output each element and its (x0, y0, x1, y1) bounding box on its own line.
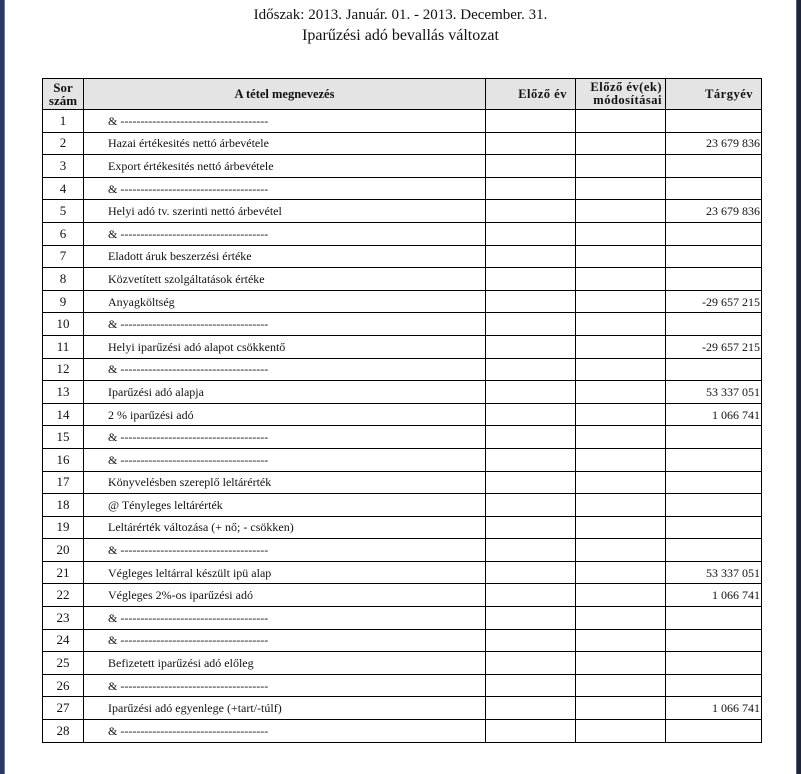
item-name-cell: 2 % iparűzési adó (84, 403, 486, 426)
previous-year-cell (486, 448, 576, 471)
current-year-cell: 23 679 836 (666, 132, 762, 155)
item-name-cell: & ------------------------------------- (84, 358, 486, 381)
current-year-cell (666, 268, 762, 291)
table-row (43, 539, 762, 562)
item-name-cell: @ Tényleges leltárérték (84, 494, 486, 517)
item-name-cell: & ------------------------------------- (84, 426, 486, 449)
item-name-cell: Export értékesités nettó árbevétele (84, 155, 486, 178)
table-row (43, 313, 762, 336)
previous-year-cell (486, 200, 576, 223)
previous-year-cell (486, 471, 576, 494)
item-name-cell: Helyi adó tv. szerinti nettó árbevétel (84, 200, 486, 223)
row-number-cell: 26 (43, 674, 84, 697)
table-row (43, 177, 762, 200)
table-row (43, 290, 762, 313)
previous-year-modifications-cell (576, 448, 666, 471)
table-row (43, 426, 762, 449)
row-number-cell: 12 (43, 358, 84, 381)
current-year-cell (666, 607, 762, 630)
report-header (0, 5, 801, 47)
row-number-cell: 23 (43, 607, 84, 630)
current-year-cell (666, 222, 762, 245)
previous-year-modifications-cell (576, 155, 666, 178)
table-row (43, 561, 762, 584)
item-name-cell: & ------------------------------------- (84, 222, 486, 245)
current-year-cell: 1 066 741 (666, 697, 762, 720)
current-year-cell: 53 337 051 (666, 561, 762, 584)
previous-year-modifications-cell (576, 607, 666, 630)
table-row (43, 674, 762, 697)
previous-year-cell (486, 313, 576, 336)
previous-year-modifications-cell (576, 697, 666, 720)
table-header-row (43, 79, 762, 110)
current-year-cell (666, 539, 762, 562)
column-header-row-number (43, 79, 84, 110)
current-year-cell (666, 245, 762, 268)
previous-year-cell (486, 132, 576, 155)
table-row (43, 652, 762, 675)
row-number-cell: 27 (43, 697, 84, 720)
row-number-cell: 10 (43, 313, 84, 336)
row-number-cell: 16 (43, 448, 84, 471)
table-row (43, 358, 762, 381)
item-name-cell: Végleges leltárral készült ipü alap (84, 561, 486, 584)
previous-year-cell (486, 652, 576, 675)
row-number-cell: 22 (43, 584, 84, 607)
table-row (43, 245, 762, 268)
previous-year-cell (486, 697, 576, 720)
column-header-item-name: A tétel megnevezés (84, 79, 486, 110)
table-row (43, 200, 762, 223)
current-year-cell (666, 155, 762, 178)
current-year-cell (666, 177, 762, 200)
item-name-cell: Végleges 2%-os iparűzési adó (84, 584, 486, 607)
table-row (43, 494, 762, 517)
current-year-cell (666, 629, 762, 652)
previous-year-cell (486, 607, 576, 630)
previous-year-cell (486, 358, 576, 381)
table-row (43, 110, 762, 133)
previous-year-cell (486, 268, 576, 291)
previous-year-cell (486, 245, 576, 268)
window-frame-right (796, 0, 801, 774)
row-number-cell: 5 (43, 200, 84, 223)
current-year-cell (666, 110, 762, 133)
previous-year-modifications-cell (576, 426, 666, 449)
table-row (43, 268, 762, 291)
item-name-cell: & ------------------------------------- (84, 674, 486, 697)
table-row (43, 222, 762, 245)
row-number-cell: 20 (43, 539, 84, 562)
row-number-cell: 25 (43, 652, 84, 675)
current-year-cell (666, 471, 762, 494)
tax-return-table (42, 78, 762, 743)
item-name-cell: Befizetett iparűzési adó előleg (84, 652, 486, 675)
previous-year-cell (486, 110, 576, 133)
row-number-cell: 9 (43, 290, 84, 313)
previous-year-cell (486, 403, 576, 426)
previous-year-cell (486, 584, 576, 607)
table-row (43, 697, 762, 720)
previous-year-cell (486, 561, 576, 584)
table-row (43, 629, 762, 652)
column-header-row-number-line1: Sor (53, 80, 73, 95)
item-name-cell: & ------------------------------------- (84, 177, 486, 200)
table-row (43, 403, 762, 426)
current-year-cell: 23 679 836 (666, 200, 762, 223)
current-year-cell (666, 516, 762, 539)
previous-year-cell (486, 290, 576, 313)
previous-year-modifications-cell (576, 381, 666, 404)
current-year-cell (666, 494, 762, 517)
item-name-cell: Iparűzési adó egyenlege (+tart/-túlf) (84, 697, 486, 720)
previous-year-cell (486, 381, 576, 404)
previous-year-modifications-cell (576, 494, 666, 517)
current-year-cell: -29 657 215 (666, 335, 762, 358)
previous-year-cell (486, 177, 576, 200)
row-number-cell: 21 (43, 561, 84, 584)
column-header-mod-line2: módosításai (593, 93, 662, 107)
previous-year-modifications-cell (576, 629, 666, 652)
row-number-cell: 4 (43, 177, 84, 200)
table-row (43, 381, 762, 404)
current-year-cell (666, 426, 762, 449)
previous-year-modifications-cell (576, 313, 666, 336)
item-name-cell: Közvetített szolgáltatások értéke (84, 268, 486, 291)
current-year-cell: 1 066 741 (666, 403, 762, 426)
report-title: Iparűzési adó bevallás változat (302, 27, 499, 44)
current-year-cell (666, 720, 762, 743)
previous-year-modifications-cell (576, 720, 666, 743)
row-number-cell: 24 (43, 629, 84, 652)
previous-year-cell (486, 516, 576, 539)
item-name-cell: Könyvelésben szereplő leltárérték (84, 471, 486, 494)
item-name-cell: & ------------------------------------- (84, 607, 486, 630)
table-row (43, 720, 762, 743)
current-year-cell: -29 657 215 (666, 290, 762, 313)
current-year-cell (666, 652, 762, 675)
row-number-cell: 3 (43, 155, 84, 178)
row-number-cell: 11 (43, 335, 84, 358)
previous-year-cell (486, 155, 576, 178)
row-number-cell: 18 (43, 494, 84, 517)
previous-year-modifications-cell (576, 245, 666, 268)
previous-year-modifications-cell (576, 290, 666, 313)
previous-year-modifications-cell (576, 335, 666, 358)
row-number-cell: 2 (43, 132, 84, 155)
column-header-previous-year: Előző év (486, 79, 576, 110)
item-name-cell: & ------------------------------------- (84, 720, 486, 743)
row-number-cell: 28 (43, 720, 84, 743)
previous-year-modifications-cell (576, 177, 666, 200)
previous-year-modifications-cell (576, 674, 666, 697)
table-row (43, 607, 762, 630)
previous-year-modifications-cell (576, 652, 666, 675)
item-name-cell: Helyi iparűzési adó alapot csökkentő (84, 335, 486, 358)
row-number-cell: 14 (43, 403, 84, 426)
previous-year-cell (486, 494, 576, 517)
window-frame-left (0, 0, 5, 774)
column-header-row-number-line2: szám (48, 93, 78, 108)
previous-year-cell (486, 629, 576, 652)
previous-year-cell (486, 720, 576, 743)
item-name-cell: Leltárérték változása (+ nő; - csökken) (84, 516, 486, 539)
row-number-cell: 17 (43, 471, 84, 494)
row-number-cell: 13 (43, 381, 84, 404)
previous-year-modifications-cell (576, 539, 666, 562)
previous-year-modifications-cell (576, 222, 666, 245)
item-name-cell: & ------------------------------------- (84, 110, 486, 133)
previous-year-cell (486, 539, 576, 562)
period-text: Időszak: 2013. Január. 01. - 2013. December. 31. (253, 7, 548, 23)
previous-year-cell (486, 222, 576, 245)
table-row (43, 132, 762, 155)
row-number-cell: 15 (43, 426, 84, 449)
table-body (43, 110, 762, 743)
current-year-cell: 1 066 741 (666, 584, 762, 607)
current-year-cell (666, 358, 762, 381)
current-year-cell (666, 313, 762, 336)
item-name-cell: Iparűzési adó alapja (84, 381, 486, 404)
previous-year-modifications-cell (576, 268, 666, 291)
item-name-cell: & ------------------------------------- (84, 313, 486, 336)
item-name-cell: Anyagköltség (84, 290, 486, 313)
previous-year-modifications-cell (576, 110, 666, 133)
table-row (43, 448, 762, 471)
row-number-cell: 7 (43, 245, 84, 268)
previous-year-cell (486, 426, 576, 449)
table-row (43, 516, 762, 539)
row-number-cell: 19 (43, 516, 84, 539)
previous-year-modifications-cell (576, 584, 666, 607)
previous-year-cell (486, 335, 576, 358)
row-number-cell: 6 (43, 222, 84, 245)
current-year-cell (666, 674, 762, 697)
table-row (43, 335, 762, 358)
item-name-cell: Hazai értékesités nettó árbevétele (84, 132, 486, 155)
item-name-cell: & ------------------------------------- (84, 448, 486, 471)
current-year-cell: 53 337 051 (666, 381, 762, 404)
previous-year-modifications-cell (576, 471, 666, 494)
previous-year-modifications-cell (576, 358, 666, 381)
row-number-cell: 1 (43, 110, 84, 133)
item-name-cell: & ------------------------------------- (84, 629, 486, 652)
item-name-cell: & ------------------------------------- (84, 539, 486, 562)
column-header-mod-line1: Előző év(ek) (590, 80, 662, 94)
column-header-current-year: Tárgyév (666, 79, 762, 110)
row-number-cell: 8 (43, 268, 84, 291)
previous-year-modifications-cell (576, 561, 666, 584)
previous-year-cell (486, 674, 576, 697)
item-name-cell: Eladott áruk beszerzési értéke (84, 245, 486, 268)
table-row (43, 584, 762, 607)
table-row (43, 471, 762, 494)
current-year-cell (666, 448, 762, 471)
previous-year-modifications-cell (576, 200, 666, 223)
previous-year-modifications-cell (576, 403, 666, 426)
previous-year-modifications-cell (576, 132, 666, 155)
column-header-previous-year-modifications (576, 79, 666, 110)
table-row (43, 155, 762, 178)
previous-year-modifications-cell (576, 516, 666, 539)
